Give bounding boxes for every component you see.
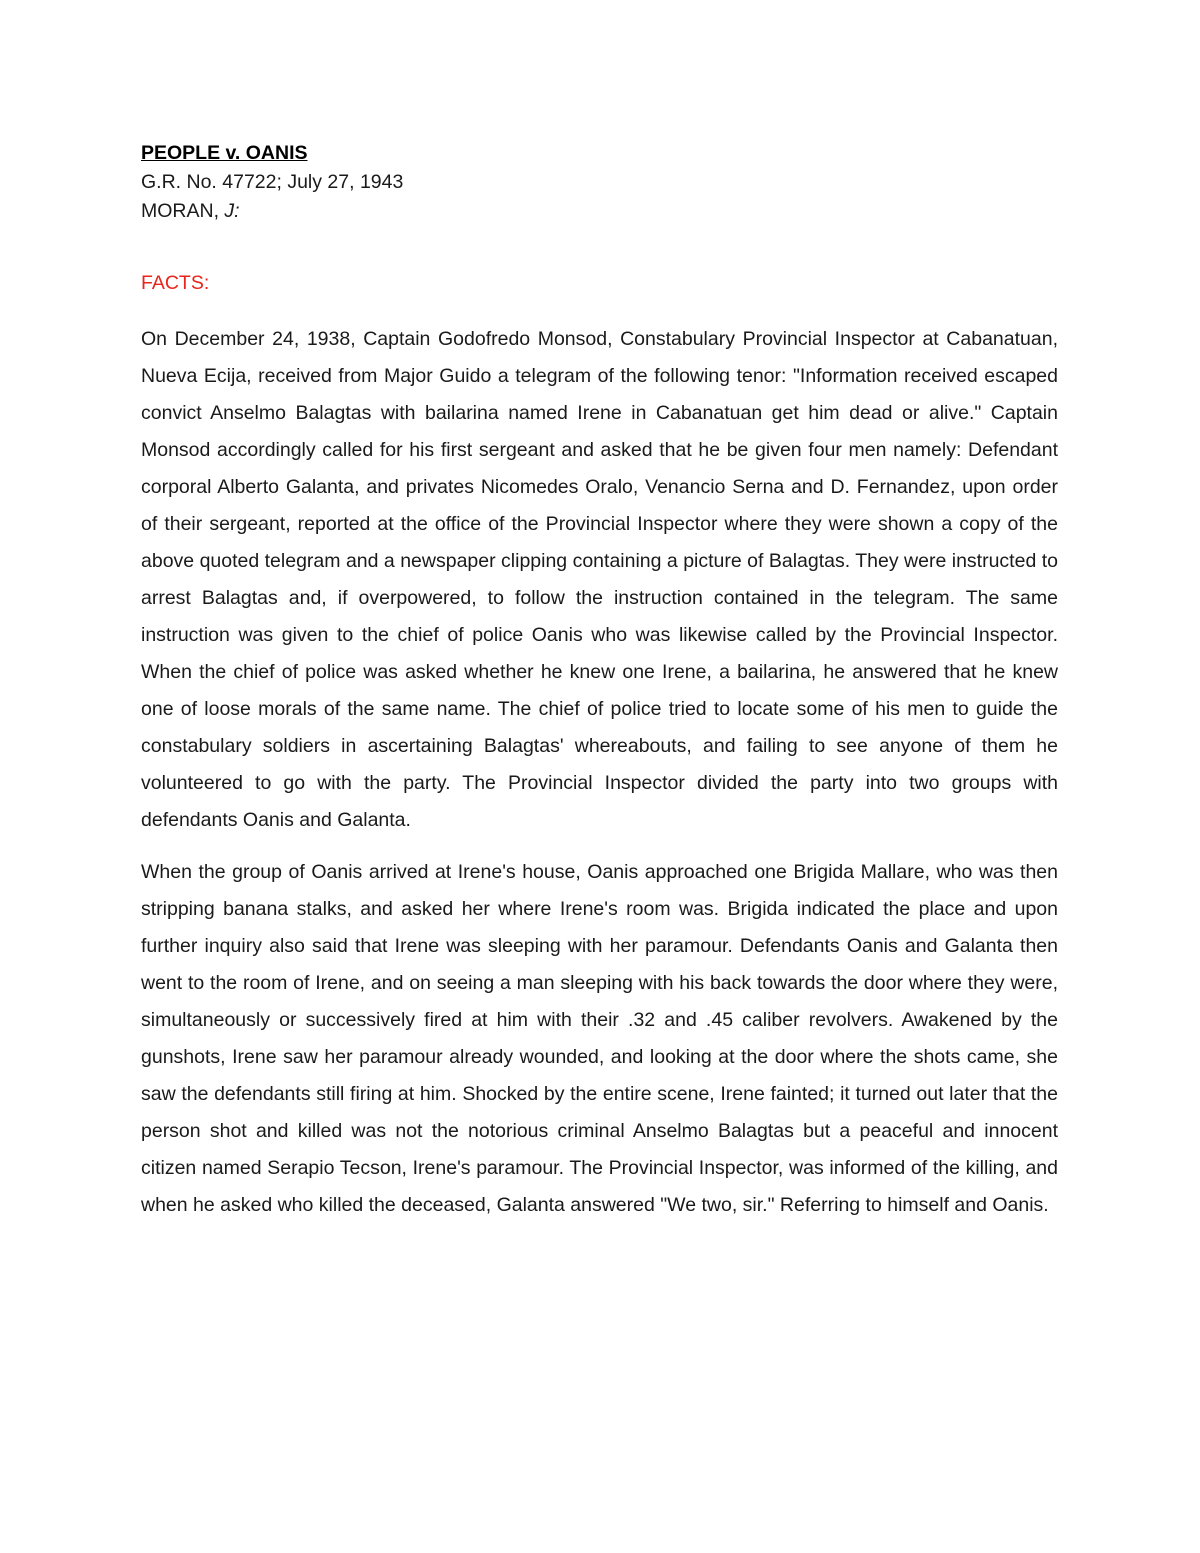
document-page — [141, 139, 1058, 1224]
case-title: PEOPLE v. OANIS — [141, 142, 308, 164]
ponente-line — [141, 197, 1058, 226]
facts-paragraph-1: On December 24, 1938, Captain Godofredo Monsod, Constabulary Provincial Inspector at Cabanatuan, Nueva Ecija, received from Major Guido a telegram of the following tenor: "Information received escaped convict Anselmo Balagtas with bailarina named Irene in Cabanatuan get him dead or alive." Captain Monsod accordingly called for his first sergeant and asked that he be given four men namely: Defendant corporal Alberto Galanta, and privates Nicomedes Oralo, Venancio Serna and D. Fernandez, upon order of their sergeant, reported at the office of the Provincial Inspector where they were shown a copy of the above quoted telegram and a newspaper clipping containing a picture of Balagtas. They were instructed to arrest Balagtas and, if overpowered, to follow the instruction contained in the telegram. The same instruction was given to the chief of police Oanis who was likewise called by the Provincial Inspector. When the chief of police was asked whether he knew one Irene, a bailarina, he answered that he knew one of loose morals of the same name. The chief of police tried to locate some of his men to guide the constabulary soldiers in ascertaining Balagtas' whereabouts, and failing to see anyone of them he volunteered to go with the party. The Provincial Inspector divided the party into two groups with defendants Oanis and Galanta. — [141, 328, 1058, 831]
ponente-suffix: J: — [224, 200, 240, 222]
case-citation: G.R. No. 47722; July 27, 1943 — [141, 171, 404, 193]
facts-heading: FACTS: — [141, 272, 210, 294]
facts-paragraph-2: When the group of Oanis arrived at Irene's house, Oanis approached one Brigida Mallare, who was then stripping banana stalks, and asked her where Irene's room was. Brigida indicated the place and upon further inquiry also said that Irene was sleeping with her paramour. Defendants Oanis and Galanta then went to the room of Irene, and on seeing a man sleeping with his back towards the door where they were, simultaneously or successively fired at him with their .32 and .45 caliber revolvers. Awakened by the gunshots, Irene saw her paramour already wounded, and looking at the door where the shots came, she saw the defendants still firing at him. Shocked by the entire scene, Irene fainted; it turned out later that the person shot and killed was not the notorious criminal Anselmo Balagtas but a peaceful and innocent citizen named Serapio Tecson, Irene's paramour. The Provincial Inspector, was informed of the killing, and when he asked who killed the deceased, Galanta answered "We two, sir." Referring to himself and Oanis. — [141, 861, 1058, 1216]
ponente-name: MORAN, — [141, 200, 225, 222]
